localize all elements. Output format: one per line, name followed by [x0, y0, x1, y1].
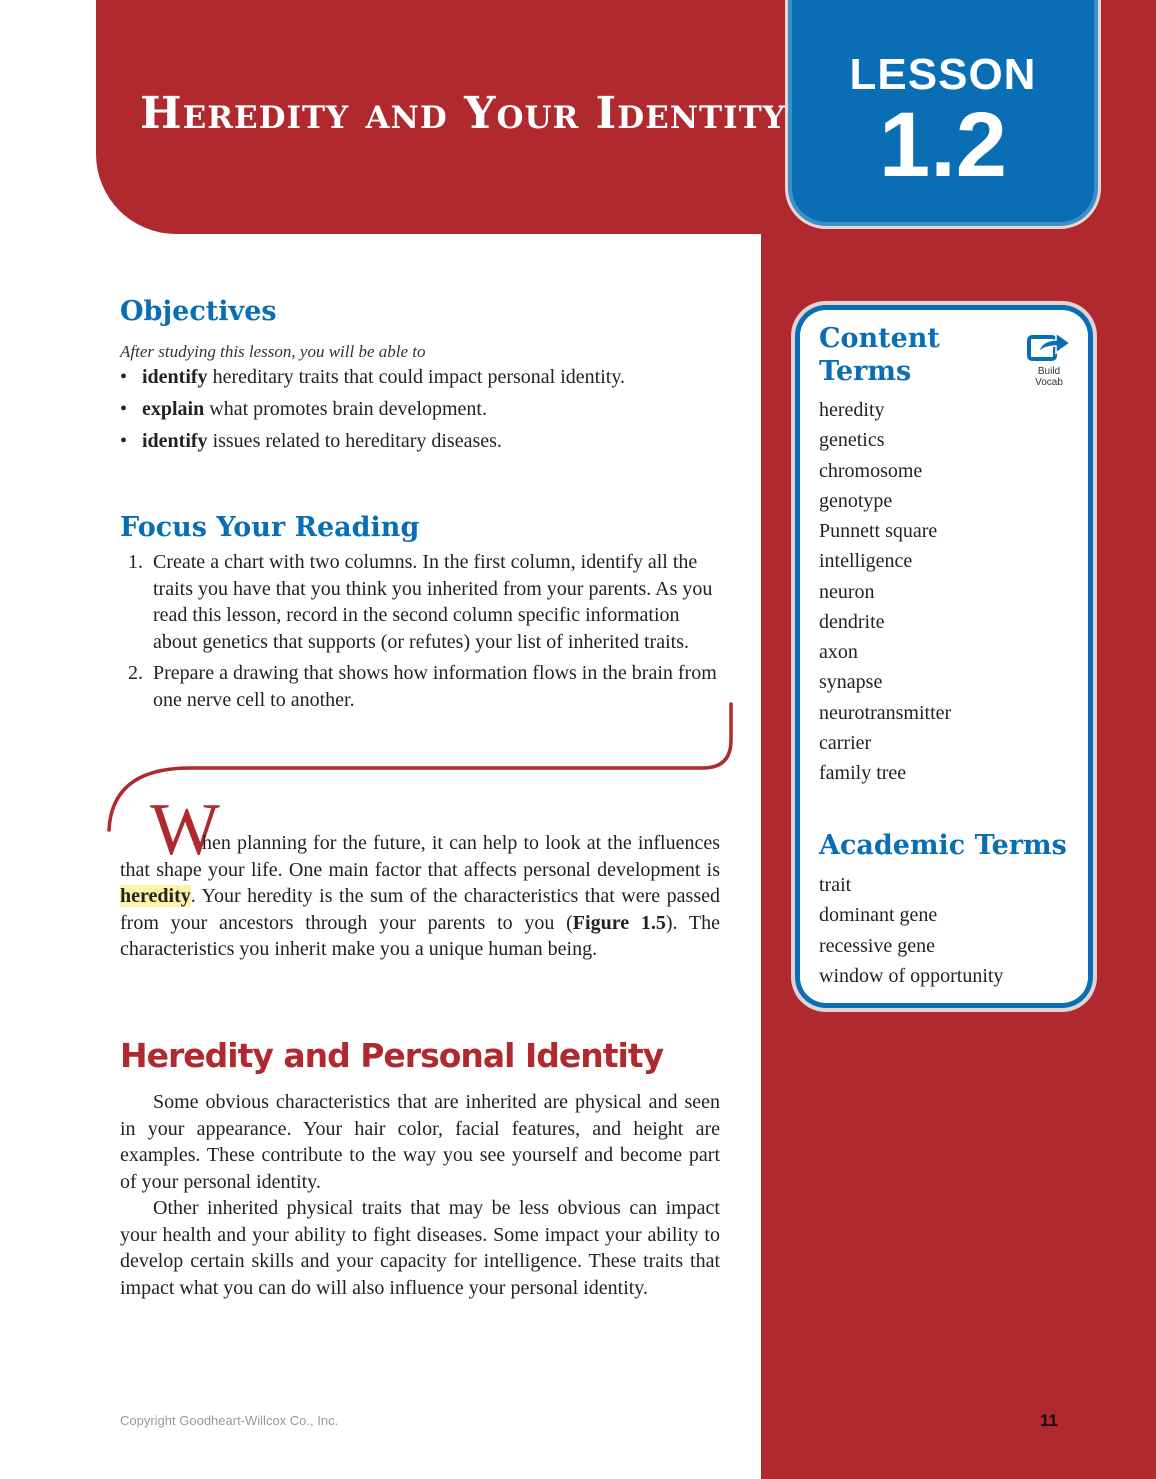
body-paragraph: Other inherited physical traits that may be less obvious can impact your health and your ability to fight diseases. Some impact your ability to develop certain skills and your capacity for intelligence. These traits that impact what you can do will also influence your personal identity. — [120, 1197, 720, 1299]
content-term[interactable]: dendrite — [819, 610, 885, 633]
objectives-heading: Objectives — [120, 296, 277, 327]
body-paragraph: Some obvious characteristics that are inherited are physical and seen in your appearance. Your hair color, facial features, and height are examples. These contribute to the way you see yourself and become part of your personal identity. — [120, 1091, 720, 1193]
academic-term[interactable]: dominant gene — [819, 904, 938, 927]
highlighted-term[interactable]: heredity — [120, 885, 191, 907]
share-arrow-icon — [1026, 328, 1072, 362]
academic-term[interactable]: recessive gene — [819, 934, 936, 957]
lesson-label: LESSON — [849, 50, 1037, 99]
drop-cap: W — [150, 789, 220, 871]
content-term[interactable]: neurotransmitter — [819, 701, 952, 724]
lesson-number: 1.2 — [879, 94, 1007, 196]
build-vocab-button[interactable]: Build Vocab — [1024, 328, 1074, 388]
content-term[interactable]: neuron — [819, 580, 875, 603]
section-heading: Heredity and Personal Identity — [120, 1036, 664, 1075]
content-term[interactable]: carrier — [819, 731, 872, 754]
content-terms-heading: Content Terms — [819, 323, 940, 387]
academic-term[interactable]: trait — [819, 874, 852, 896]
content-term[interactable]: genotype — [819, 489, 893, 512]
content-term[interactable]: synapse — [819, 671, 883, 694]
objective-item: • identify issues related to hereditary diseases. — [120, 430, 625, 462]
content-term[interactable]: intelligence — [819, 550, 913, 573]
focus-item: 1. Create a chart with two columns. In the first column, identify all the traits you have that you think you inherited from your parents. As you read this lesson, record in the second column specific information about genetics that supports (or refutes) your list of inherited traits. — [128, 551, 713, 653]
academic-terms-list — [819, 870, 1003, 991]
objectives-intro: After studying this lesson, you will be able to — [120, 342, 426, 361]
content-term[interactable]: chromosome — [819, 459, 923, 482]
content-term[interactable]: family tree — [819, 762, 907, 784]
objective-item: • identify hereditary traits that could impact personal identity. — [120, 366, 625, 398]
page-number: 11 — [1040, 1411, 1058, 1430]
objective-item: • explain what promotes brain development. — [120, 398, 625, 430]
content-term[interactable]: axon — [819, 641, 858, 663]
lesson-title: Heredity and Your Identity — [140, 88, 786, 139]
content-term[interactable]: Punnett square — [819, 520, 938, 542]
academic-term[interactable]: window of opportunity — [819, 964, 1004, 987]
copyright-notice: Copyright Goodheart-Willcox Co., Inc. — [120, 1413, 339, 1428]
focus-heading: Focus Your Reading — [120, 512, 420, 543]
terms-box — [800, 310, 1088, 1003]
content-term[interactable]: genetics — [819, 429, 885, 452]
figure-reference[interactable]: Figure 1.5 — [572, 911, 666, 934]
content-terms-list — [819, 395, 951, 788]
focus-item: 2. Prepare a drawing that shows how information flows in the brain from one nerve cell to another. — [128, 662, 717, 711]
intro-paragraph: hen planning for the future, it can help to look at the influences that shape your life. One main factor that affects personal development is heredity. Your heredity is the sum of the characteristics that were passed from your ancestors through your parents to you (Figure 1.5). The characteristics you inherit make you a unique human being. — [120, 832, 720, 960]
academic-terms-heading: Academic Terms — [819, 830, 1067, 861]
content-term[interactable]: heredity — [819, 399, 885, 421]
